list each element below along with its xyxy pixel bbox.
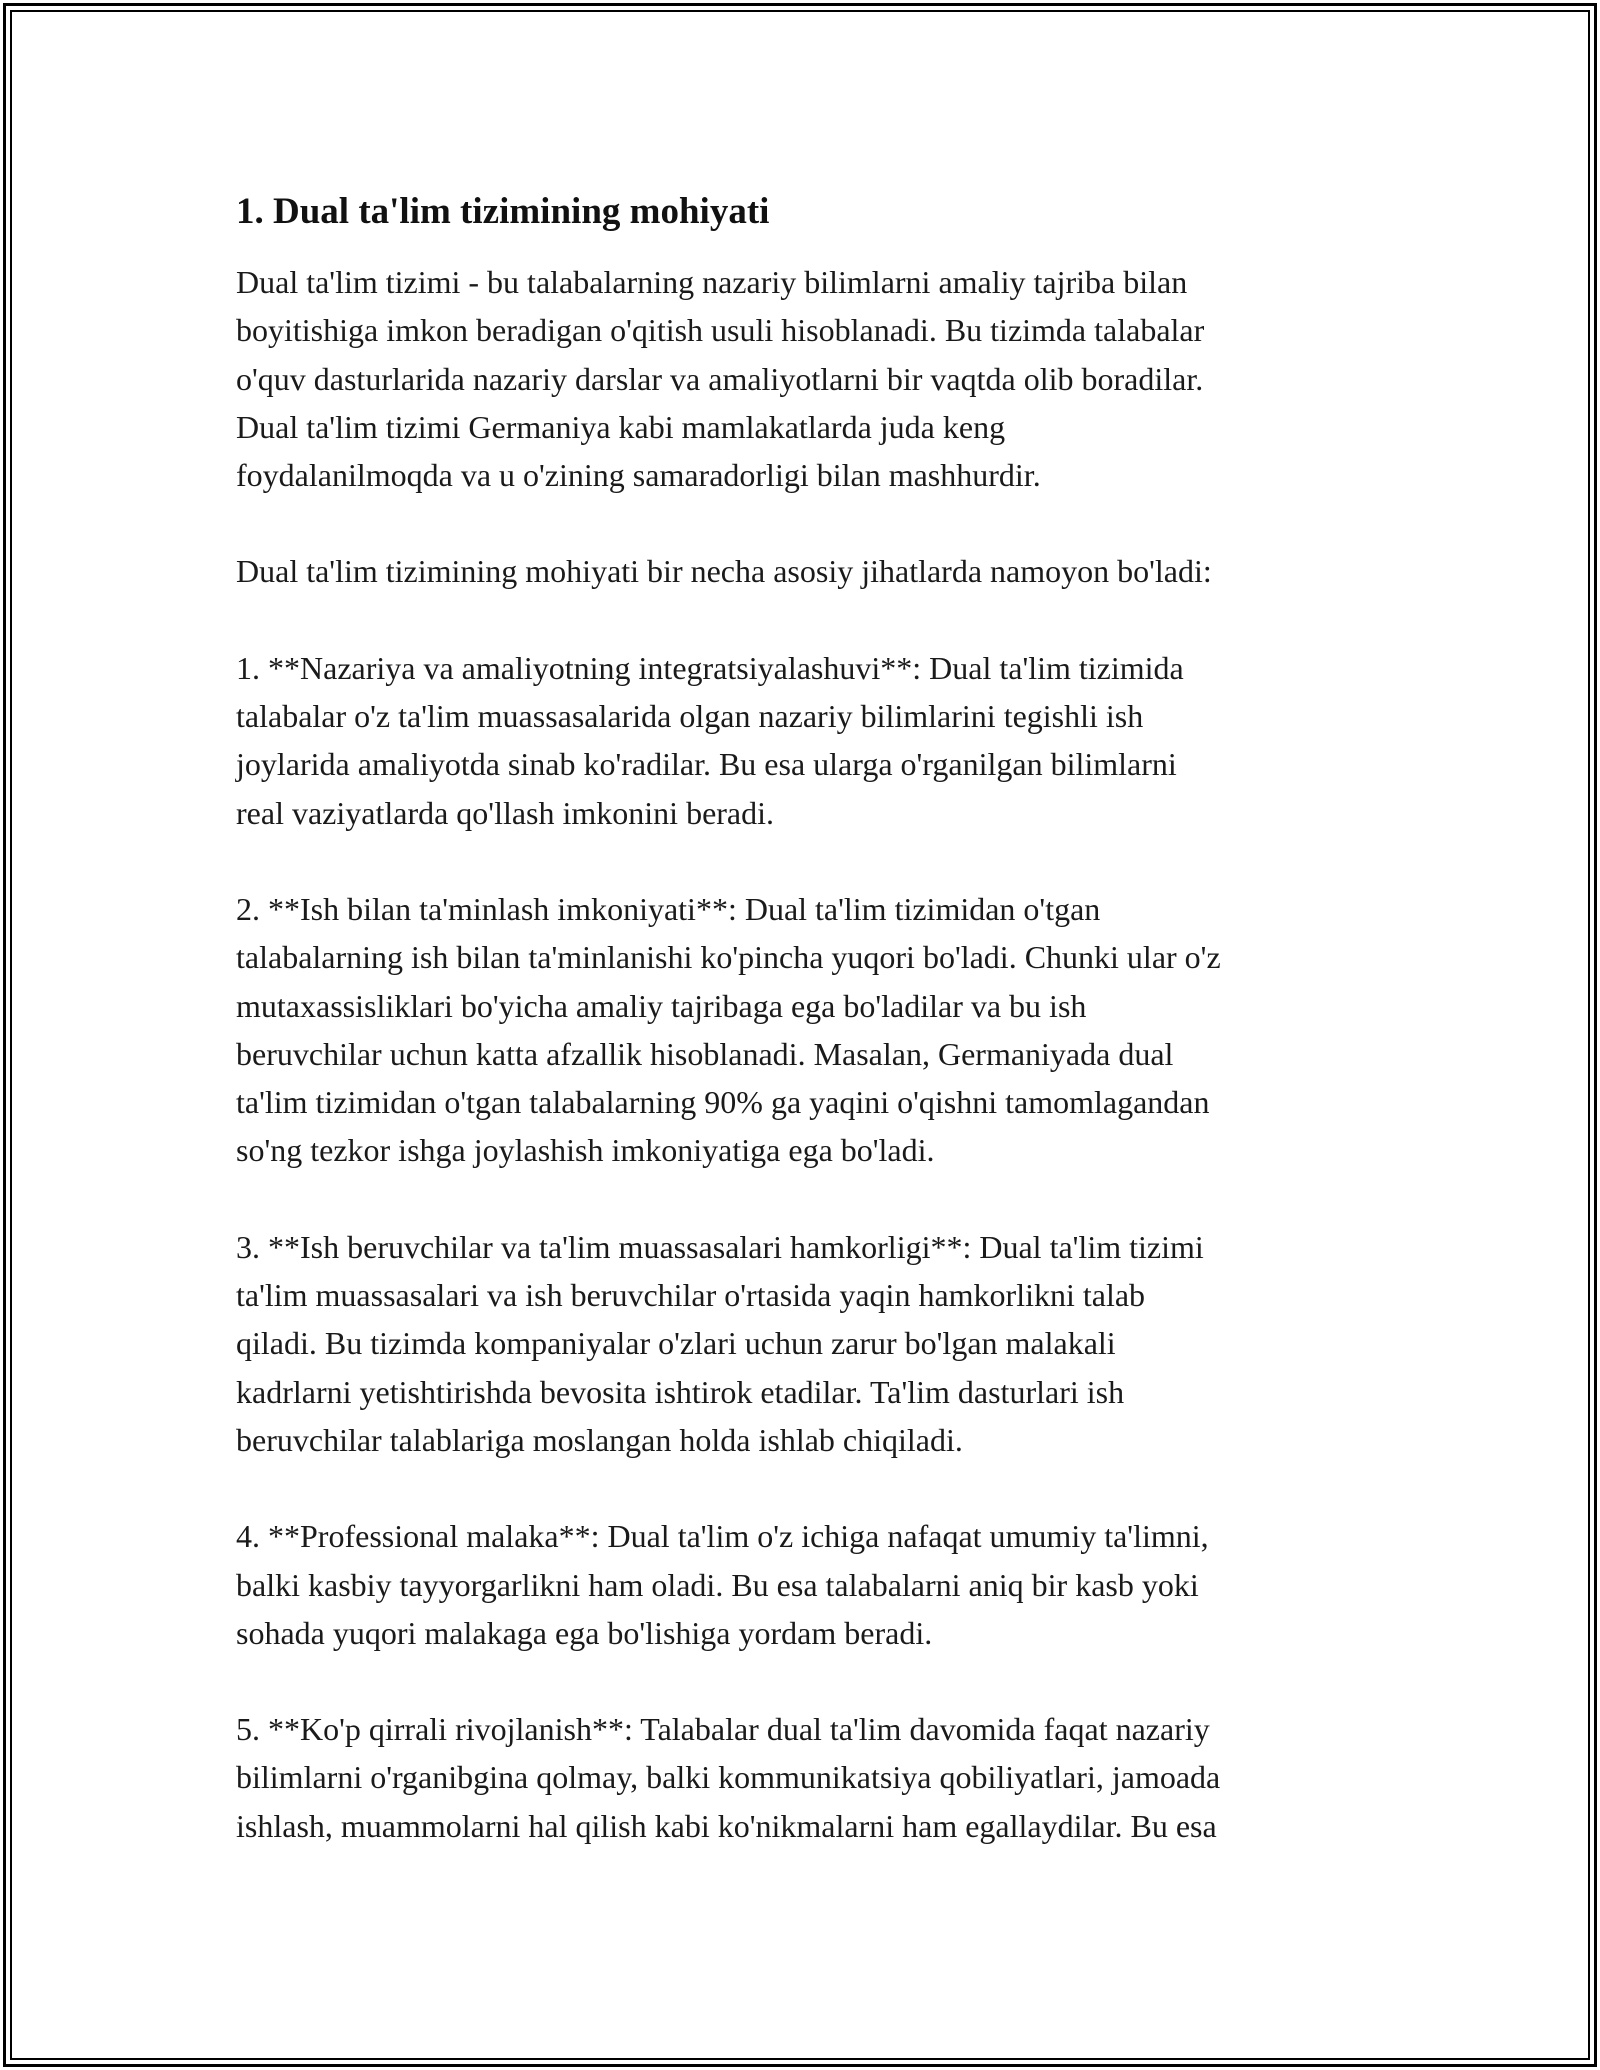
point-3-paragraph — [236, 1223, 1386, 1464]
text-line: 5. **Ko'p qirrali rivojlanish**: Talabalar dual ta'lim davomida faqat nazariy — [236, 1711, 1210, 1748]
text-line: Dual ta'lim tizimining mohiyati bir necha asosiy jihatlarda namoyon bo'ladi: — [236, 553, 1212, 590]
point-4-paragraph — [236, 1512, 1386, 1657]
text-line: o'quv dasturlarida nazariy darslar va amaliyotlarni bir vaqtda olib boradilar. — [236, 360, 1204, 397]
text-line: beruvchilar uchun katta afzallik hisoblanadi. Masalan, Germaniyada dual — [236, 1035, 1174, 1072]
text-line: sohada yuqori malakaga ega bo'lishiga yordam beradi. — [236, 1614, 933, 1651]
text-line: balki kasbiy tayyorgarlikni ham oladi. Bu esa talabalarni aniq bir kasb yoki — [236, 1566, 1199, 1603]
text-line: talabalarning ish bilan ta'minlanishi ko'pincha yuqori bo'ladi. Chunki ular o'z — [236, 939, 1221, 976]
text-line: ta'lim muassasalari va ish beruvchilar o'rtasida yaqin hamkorlikni talab — [236, 1277, 1146, 1314]
text-line: so'ng tezkor ishga joylashish imkoniyatiga ega bo'ladi. — [236, 1132, 935, 1169]
text-line: joylarida amaliyotda sinab ko'radilar. Bu esa ularga o'rganilgan bilimlarni — [236, 746, 1177, 783]
aspects-intro-paragraph — [236, 547, 1386, 595]
text-line: talabalar o'z ta'lim muassasalarida olgan nazariy bilimlarini tegishli ish — [236, 698, 1144, 735]
text-line: ta'lim tizimidan o'tgan talabalarning 90% ga yaqini o'qishni tamomlagandan — [236, 1084, 1210, 1121]
intro-paragraph — [236, 258, 1386, 499]
paragraph-list — [236, 258, 1386, 1850]
section-heading: 1. Dual ta'lim tizimining mohiyati — [236, 191, 770, 232]
text-line: foydalanilmoqda va u o'zining samaradorligi bilan mashhurdir. — [236, 457, 1041, 494]
text-line: Dual ta'lim tizimi - bu talabalarning nazariy bilimlarni amaliy tajriba bilan — [236, 264, 1188, 300]
document-body — [236, 188, 1386, 1898]
text-line: beruvchilar talablariga moslangan holda ishlab chiqiladi. — [236, 1421, 963, 1458]
text-line: mutaxassisliklari bo'yicha amaliy tajribaga ega bo'ladilar va bu ish — [236, 987, 1087, 1024]
text-line: 4. **Professional malaka**: Dual ta'lim o'z ichiga nafaqat umumiy ta'limni, — [236, 1518, 1209, 1555]
text-line: 3. **Ish beruvchilar va ta'lim muassasalari hamkorligi**: Dual ta'lim tizimi — [236, 1228, 1204, 1265]
text-line: real vaziyatlarda qo'llash imkonini beradi. — [236, 794, 775, 831]
text-line: boyitishiga imkon beradigan o'qitish usuli hisoblanadi. Bu tizimda talabalar — [236, 312, 1205, 349]
point-1-paragraph — [236, 644, 1386, 837]
text-line: 2. **Ish bilan ta'minlash imkoniyati**: Dual ta'lim tizimidan o'tgan — [236, 890, 1101, 927]
text-line: bilimlarni o'rganibgina qolmay, balki kommunikatsiya qobiliyatlari, jamoada — [236, 1759, 1221, 1796]
point-5-paragraph — [236, 1705, 1386, 1850]
text-line: Dual ta'lim tizimi Germaniya kabi mamlakatlarda juda keng — [236, 408, 1006, 445]
text-line: kadrlarni yetishtirishda bevosita ishtirok etadilar. Ta'lim dasturlari ish — [236, 1373, 1125, 1410]
text-line: qiladi. Bu tizimda kompaniyalar o'zlari uchun zarur bo'lgan malakali — [236, 1325, 1116, 1362]
text-line: ishlash, muammolarni hal qilish kabi ko'nikmalarni ham egallaydilar. Bu esa — [236, 1807, 1217, 1844]
text-line: 1. **Nazariya va amaliyotning integratsiyalashuvi**: Dual ta'lim tizimida — [236, 649, 1184, 686]
point-2-paragraph — [236, 885, 1386, 1175]
